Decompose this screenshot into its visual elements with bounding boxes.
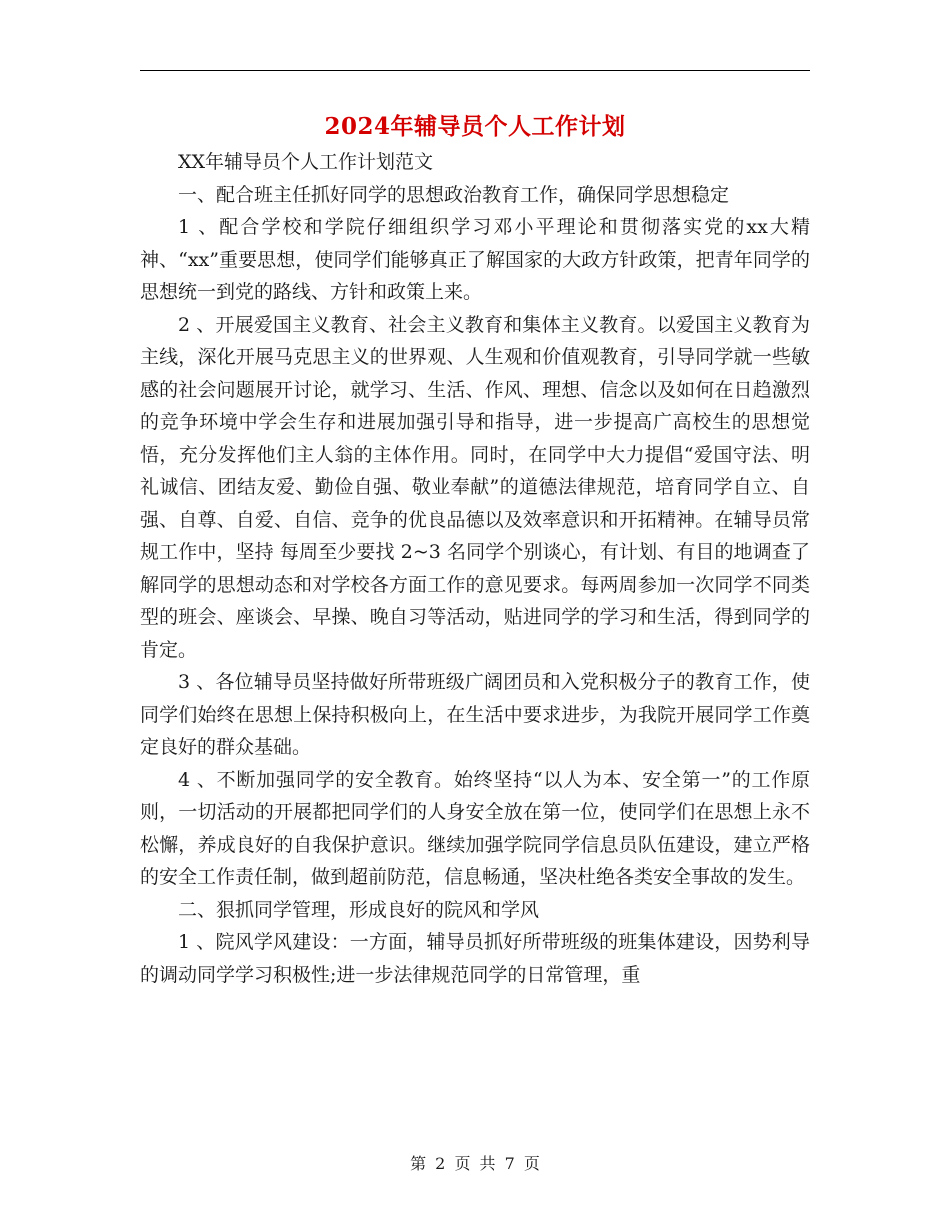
page-number: 第 2 页 共 7 页 bbox=[410, 1154, 540, 1173]
document-body bbox=[140, 146, 810, 991]
section-heading: 二、狠抓同学管理，形成良好的院风和学风 bbox=[178, 898, 540, 921]
paragraph: 3 、各位辅导员坚持做好所带班级广阔团员和入党积极分子的教育工作，使同学们始终在思想上保持积极向上，在生活中要求进步，为我院开展同学工作奠定良好的群众基础。 bbox=[140, 671, 810, 758]
header-rule bbox=[140, 70, 810, 71]
section-heading: 一、配合班主任抓好同学的思想政治教育工作，确保同学思想稳定 bbox=[178, 183, 730, 206]
paragraph: XX年辅导员个人工作计划范文 bbox=[178, 151, 434, 173]
paragraph: 1 、配合学校和学院仔细组织学习邓小平理论和贯彻落实党的xx大精神、“xx”重要思想，使同学们能够真正了解国家的大政方针政策，把青年同学的思想统一到党的路线、方针和政策上来。 bbox=[140, 216, 810, 303]
paragraph: 1 、院风学风建设：一方面，辅导员抓好所带班级的班集体建设，因势利导的调动同学学习积极性;进一步法律规范同学的日常管理，重 bbox=[140, 931, 810, 986]
paragraph: 4 、不断加强同学的安全教育。始终坚持“以人为本、安全第一”的工作原则，一切活动的开展都把同学们的人身安全放在第一位，使同学们在思想上永不松懈，养成良好的自我保护意识。继续加强学院同学信息员队伍建设，建立严格的安全工作责任制，做到超前防范，信息畅通，坚决杜绝各类安全事故的发生。 bbox=[140, 768, 810, 888]
paragraph: 2 、开展爱国主义教育、社会主义教育和集体主义教育。以爱国主义教育为主线，深化开展马克思主义的世界观、人生观和价值观教育，引导同学就一些敏感的社会问题展开讨论，就学习、生活、作风、理想、信念以及如何在日趋激烈的竞争环境中学会生存和进展加强引导和指导，进一步提高广高校生的思想觉悟，充分发挥他们主人翁的主体作用。同时，在同学中大力提倡“爱国守法、明礼诚信、团结友爱、勤俭自强、敬业奉献”的道德法律规范，培育同学自立、自强、自尊、自爱、自信、竞争的优良品德以及效率意识和开拓精神。在辅导员常规工作中，坚持 每周至少要找 2~3 名同学个别谈心，有计划、有目的地调查了解同学的思想动态和对学校各方面工作的意见要求。每两周参加一次同学不同类型的班会、座谈会、早操、晚自习等活动，贴进同学的学习和生活，得到同学的肯定。 bbox=[140, 313, 810, 661]
document-title: 2024年辅导员个人工作计划 bbox=[324, 113, 626, 140]
